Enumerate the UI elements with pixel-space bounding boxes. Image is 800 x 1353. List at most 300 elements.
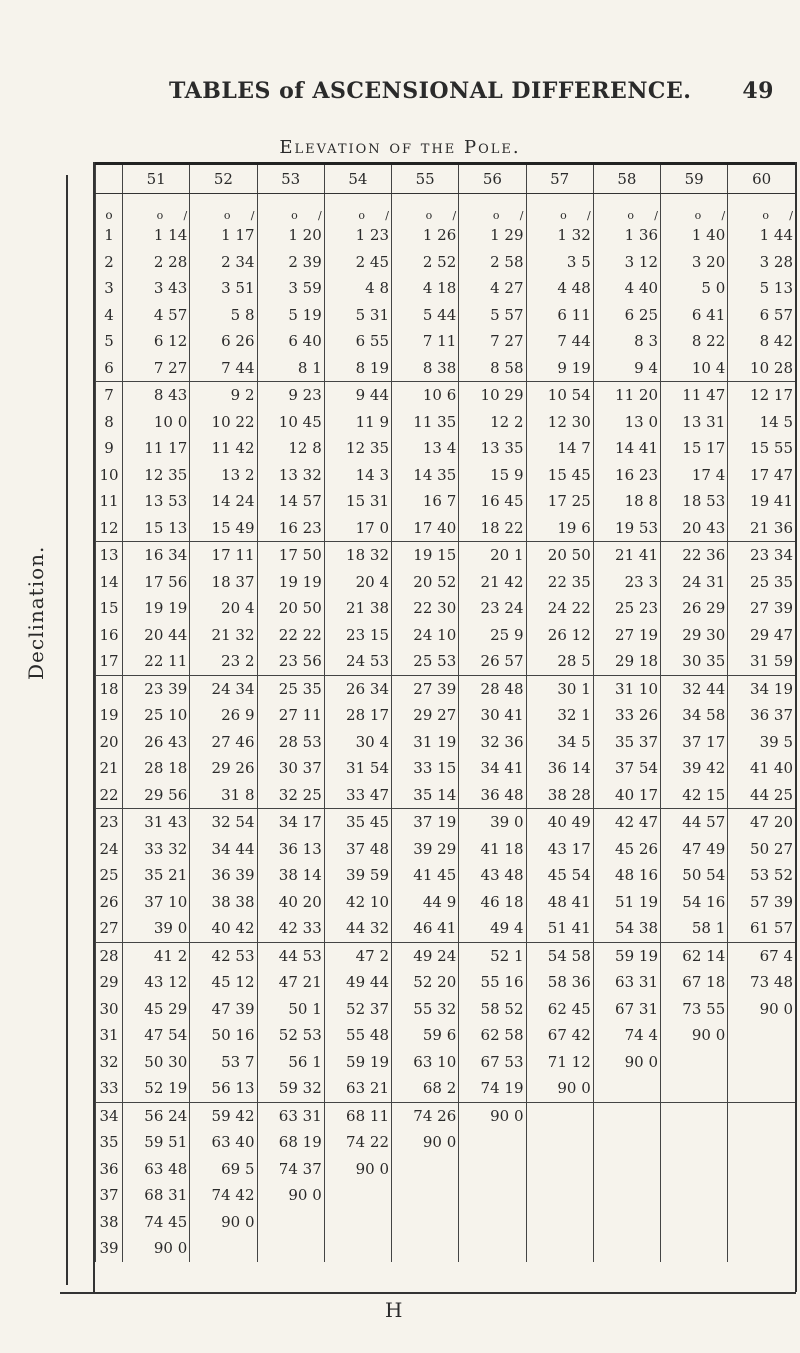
difference-cell: 41 18 <box>459 836 526 863</box>
difference-cell: 46 41 <box>392 915 459 942</box>
declination-cell: 38 <box>96 1209 123 1236</box>
table-row <box>96 488 796 515</box>
difference-cell: 23 3 <box>593 569 660 596</box>
table-row <box>96 648 796 675</box>
difference-cell: 7 27 <box>459 328 526 355</box>
difference-cell <box>593 1129 660 1156</box>
table-row <box>96 942 796 969</box>
difference-cell: 1 23 <box>324 222 391 249</box>
difference-cell: 63 31 <box>593 969 660 996</box>
difference-cell: 90 0 <box>190 1209 257 1236</box>
difference-cell <box>661 1102 728 1129</box>
difference-cell: 13 2 <box>190 462 257 489</box>
page-number: 49 <box>742 78 774 104</box>
difference-cell: 10 45 <box>257 409 324 436</box>
difference-cell: 73 55 <box>661 996 728 1023</box>
declination-cell: 31 <box>96 1022 123 1049</box>
difference-cell: 16 23 <box>593 462 660 489</box>
column-header: 56 <box>459 164 526 194</box>
difference-cell: 15 13 <box>123 515 190 542</box>
difference-cell: 3 59 <box>257 275 324 302</box>
table-row <box>96 595 796 622</box>
difference-cell: 63 21 <box>324 1075 391 1102</box>
table-row <box>96 1209 796 1236</box>
declination-cell: 19 <box>96 702 123 729</box>
difference-cell: 49 4 <box>459 915 526 942</box>
column-header: 51 <box>123 164 190 194</box>
declination-cell: 30 <box>96 996 123 1023</box>
difference-cell <box>190 1235 257 1262</box>
difference-cell: 59 42 <box>190 1102 257 1129</box>
difference-cell: 12 17 <box>728 382 795 409</box>
difference-cell: 24 31 <box>661 569 728 596</box>
difference-cell: 47 54 <box>123 1022 190 1049</box>
difference-cell: 58 52 <box>459 996 526 1023</box>
difference-cell: 29 30 <box>661 622 728 649</box>
signature-mark: H <box>385 1298 403 1322</box>
difference-cell: 35 14 <box>392 782 459 809</box>
difference-cell: 13 0 <box>593 409 660 436</box>
declination-cell: 39 <box>96 1235 123 1262</box>
table-row <box>96 1156 796 1183</box>
declination-cell: 9 <box>96 435 123 462</box>
declination-cell: 21 <box>96 755 123 782</box>
difference-cell: 3 5 <box>526 249 593 276</box>
difference-cell: 37 10 <box>123 889 190 916</box>
difference-cell: 45 29 <box>123 996 190 1023</box>
difference-cell: 4 48 <box>526 275 593 302</box>
difference-cell: 17 40 <box>392 515 459 542</box>
difference-cell: 74 19 <box>459 1075 526 1102</box>
difference-cell: 13 53 <box>123 488 190 515</box>
difference-cell: 18 37 <box>190 569 257 596</box>
difference-cell: 31 10 <box>593 675 660 702</box>
table-row <box>96 675 796 702</box>
difference-cell: 21 32 <box>190 622 257 649</box>
unit-minute-mark: / <box>654 209 658 222</box>
difference-cell: 42 15 <box>661 782 728 809</box>
difference-cell: 44 9 <box>392 889 459 916</box>
unit-degree-mark: o <box>291 209 298 222</box>
difference-cell: 10 4 <box>661 355 728 382</box>
difference-cell <box>728 1156 795 1183</box>
difference-cell: 6 12 <box>123 328 190 355</box>
difference-cell <box>392 1156 459 1183</box>
difference-cell: 26 43 <box>123 729 190 756</box>
difference-cell: 31 54 <box>324 755 391 782</box>
table-row <box>96 755 796 782</box>
difference-cell: 20 1 <box>459 542 526 569</box>
difference-cell: 14 7 <box>526 435 593 462</box>
difference-cell: 69 5 <box>190 1156 257 1183</box>
unit-degree-mark: o <box>694 209 702 222</box>
difference-cell: 49 24 <box>392 942 459 969</box>
difference-cell: 15 45 <box>526 462 593 489</box>
difference-cell: 15 31 <box>324 488 391 515</box>
difference-cell: 90 0 <box>123 1235 190 1262</box>
difference-cell: 23 34 <box>728 542 795 569</box>
difference-cell: 59 19 <box>324 1049 391 1076</box>
difference-cell: 39 5 <box>728 729 795 756</box>
table-row <box>96 222 796 249</box>
difference-cell: 68 31 <box>123 1182 190 1209</box>
difference-cell: 31 59 <box>728 648 795 675</box>
difference-cell <box>392 1209 459 1236</box>
difference-cell: 59 32 <box>257 1075 324 1102</box>
table-row <box>96 809 796 836</box>
difference-cell: 39 59 <box>324 862 391 889</box>
table-row <box>96 915 796 942</box>
declination-cell: 14 <box>96 569 123 596</box>
difference-cell: 45 54 <box>526 862 593 889</box>
difference-cell: 51 41 <box>526 915 593 942</box>
difference-cell <box>593 1156 660 1183</box>
difference-cell: 44 32 <box>324 915 391 942</box>
table-row <box>96 355 796 382</box>
table-row <box>96 249 796 276</box>
difference-cell: 39 0 <box>459 809 526 836</box>
column-header: 52 <box>190 164 257 194</box>
difference-cell: 47 21 <box>257 969 324 996</box>
column-header: 57 <box>526 164 593 194</box>
table-row <box>96 435 796 462</box>
difference-cell: 6 26 <box>190 328 257 355</box>
unit-minute-mark: / <box>385 209 389 222</box>
difference-cell <box>661 1129 728 1156</box>
difference-cell: 14 3 <box>324 462 391 489</box>
difference-cell <box>526 1182 593 1209</box>
table-row <box>96 1182 796 1209</box>
difference-cell: 43 48 <box>459 862 526 889</box>
column-header: 55 <box>392 164 459 194</box>
difference-cell: 24 22 <box>526 595 593 622</box>
difference-cell: 35 45 <box>324 809 391 836</box>
difference-cell <box>728 1182 795 1209</box>
unit-cell <box>392 194 459 223</box>
difference-cell: 74 4 <box>593 1022 660 1049</box>
difference-cell: 6 11 <box>526 302 593 329</box>
column-header: 58 <box>593 164 660 194</box>
declination-cell: 2 <box>96 249 123 276</box>
difference-cell: 74 22 <box>324 1129 391 1156</box>
table-row <box>96 622 796 649</box>
difference-cell: 26 29 <box>661 595 728 622</box>
difference-cell: 73 48 <box>728 969 795 996</box>
difference-cell: 2 39 <box>257 249 324 276</box>
difference-cell: 33 26 <box>593 702 660 729</box>
difference-cell: 28 5 <box>526 648 593 675</box>
difference-cell: 15 9 <box>459 462 526 489</box>
difference-cell: 35 21 <box>123 862 190 889</box>
declination-cell: 12 <box>96 515 123 542</box>
declination-label: Declination. <box>24 545 48 680</box>
table-row <box>96 569 796 596</box>
difference-cell: 5 44 <box>392 302 459 329</box>
difference-cell: 5 31 <box>324 302 391 329</box>
difference-cell: 26 34 <box>324 675 391 702</box>
difference-cell <box>324 1235 391 1262</box>
difference-cell: 36 39 <box>190 862 257 889</box>
difference-cell: 16 45 <box>459 488 526 515</box>
difference-cell: 49 44 <box>324 969 391 996</box>
difference-cell <box>257 1235 324 1262</box>
declination-cell: 34 <box>96 1102 123 1129</box>
difference-cell: 19 19 <box>257 569 324 596</box>
table-row <box>96 969 796 996</box>
table-row <box>96 409 796 436</box>
difference-cell: 18 22 <box>459 515 526 542</box>
declination-cell: 16 <box>96 622 123 649</box>
declination-cell: 10 <box>96 462 123 489</box>
table-row <box>96 836 796 863</box>
difference-cell: 22 11 <box>123 648 190 675</box>
unit-cell <box>728 194 795 223</box>
difference-cell: 35 37 <box>593 729 660 756</box>
difference-cell: 21 42 <box>459 569 526 596</box>
table-body <box>96 194 796 1262</box>
difference-cell: 50 30 <box>123 1049 190 1076</box>
difference-cell: 3 43 <box>123 275 190 302</box>
table-header-row <box>96 164 796 194</box>
difference-cell: 33 15 <box>392 755 459 782</box>
declination-cell: 24 <box>96 836 123 863</box>
unit-minute-mark: / <box>789 209 793 222</box>
difference-cell: 8 1 <box>257 355 324 382</box>
difference-cell <box>593 1209 660 1236</box>
difference-cell: 19 6 <box>526 515 593 542</box>
difference-cell: 74 42 <box>190 1182 257 1209</box>
unit-degree-mark: o <box>560 209 567 222</box>
difference-cell: 7 44 <box>526 328 593 355</box>
difference-cell: 23 2 <box>190 648 257 675</box>
difference-cell: 3 20 <box>661 249 728 276</box>
difference-cell <box>728 1022 795 1049</box>
difference-cell: 62 58 <box>459 1022 526 1049</box>
difference-cell: 18 53 <box>661 488 728 515</box>
difference-cell <box>459 1209 526 1236</box>
difference-cell: 52 53 <box>257 1022 324 1049</box>
table-row <box>96 1102 796 1129</box>
difference-cell: 63 40 <box>190 1129 257 1156</box>
difference-cell: 47 2 <box>324 942 391 969</box>
difference-cell: 26 57 <box>459 648 526 675</box>
declination-cell: 3 <box>96 275 123 302</box>
difference-cell: 11 20 <box>593 382 660 409</box>
difference-cell: 4 57 <box>123 302 190 329</box>
difference-cell: 27 46 <box>190 729 257 756</box>
difference-cell: 16 23 <box>257 515 324 542</box>
difference-cell: 2 28 <box>123 249 190 276</box>
difference-cell: 31 43 <box>123 809 190 836</box>
difference-cell: 24 34 <box>190 675 257 702</box>
declination-cell: 37 <box>96 1182 123 1209</box>
declination-cell: 35 <box>96 1129 123 1156</box>
table-row <box>96 729 796 756</box>
unit-degree-mark: o <box>492 209 500 222</box>
difference-cell: 12 30 <box>526 409 593 436</box>
table-row <box>96 996 796 1023</box>
unit-cell <box>526 194 593 223</box>
difference-cell: 40 42 <box>190 915 257 942</box>
table-row <box>96 1129 796 1156</box>
difference-cell: 38 38 <box>190 889 257 916</box>
difference-cell: 3 51 <box>190 275 257 302</box>
difference-cell: 20 44 <box>123 622 190 649</box>
column-header: 54 <box>324 164 391 194</box>
difference-cell: 22 22 <box>257 622 324 649</box>
unit-minute-mark: / <box>519 209 524 222</box>
difference-cell: 7 44 <box>190 355 257 382</box>
difference-cell: 54 16 <box>661 889 728 916</box>
difference-cell: 14 41 <box>593 435 660 462</box>
table-row <box>96 515 796 542</box>
difference-cell: 12 8 <box>257 435 324 462</box>
difference-cell: 59 51 <box>123 1129 190 1156</box>
difference-cell: 55 32 <box>392 996 459 1023</box>
declination-cell: 32 <box>96 1049 123 1076</box>
difference-cell <box>661 1235 728 1262</box>
difference-cell: 55 48 <box>324 1022 391 1049</box>
difference-cell: 52 37 <box>324 996 391 1023</box>
difference-cell: 17 4 <box>661 462 728 489</box>
difference-cell: 1 29 <box>459 222 526 249</box>
difference-cell: 30 1 <box>526 675 593 702</box>
difference-cell: 68 19 <box>257 1129 324 1156</box>
difference-cell: 25 35 <box>257 675 324 702</box>
difference-cell: 5 13 <box>728 275 795 302</box>
difference-cell: 21 38 <box>324 595 391 622</box>
difference-cell: 15 17 <box>661 435 728 462</box>
difference-cell: 62 45 <box>526 996 593 1023</box>
difference-cell <box>593 1235 660 1262</box>
difference-cell <box>459 1156 526 1183</box>
difference-cell: 20 4 <box>324 569 391 596</box>
difference-cell: 36 37 <box>728 702 795 729</box>
difference-cell: 12 2 <box>459 409 526 436</box>
difference-cell: 4 8 <box>324 275 391 302</box>
difference-cell <box>728 1235 795 1262</box>
difference-cell: 40 20 <box>257 889 324 916</box>
difference-cell <box>661 1209 728 1236</box>
unit-degree-mark: o <box>223 209 231 222</box>
difference-cell: 59 19 <box>593 942 660 969</box>
difference-cell: 15 49 <box>190 515 257 542</box>
difference-cell <box>526 1102 593 1129</box>
difference-cell <box>593 1182 660 1209</box>
difference-cell: 9 2 <box>190 382 257 409</box>
difference-cell: 67 42 <box>526 1022 593 1049</box>
difference-cell: 27 19 <box>593 622 660 649</box>
difference-cell: 20 43 <box>661 515 728 542</box>
difference-cell: 2 58 <box>459 249 526 276</box>
column-header: 60 <box>728 164 795 194</box>
difference-cell: 10 22 <box>190 409 257 436</box>
difference-cell: 58 36 <box>526 969 593 996</box>
difference-cell: 34 41 <box>459 755 526 782</box>
difference-cell: 41 40 <box>728 755 795 782</box>
difference-cell: 13 31 <box>661 409 728 436</box>
table-row <box>96 275 796 302</box>
unit-minute-mark: / <box>318 209 322 222</box>
ascensional-difference-table-wrap <box>93 162 797 1292</box>
difference-cell: 74 26 <box>392 1102 459 1129</box>
difference-cell: 14 35 <box>392 462 459 489</box>
difference-cell: 8 58 <box>459 355 526 382</box>
difference-cell: 27 39 <box>392 675 459 702</box>
difference-cell: 3 12 <box>593 249 660 276</box>
unit-minute-mark: / <box>452 209 457 222</box>
difference-cell: 19 19 <box>123 595 190 622</box>
difference-cell: 45 26 <box>593 836 660 863</box>
difference-cell: 8 43 <box>123 382 190 409</box>
difference-cell: 19 41 <box>728 488 795 515</box>
declination-cell: 6 <box>96 355 123 382</box>
difference-cell: 1 44 <box>728 222 795 249</box>
difference-cell: 17 47 <box>728 462 795 489</box>
difference-cell: 9 19 <box>526 355 593 382</box>
unit-cell <box>324 194 391 223</box>
difference-cell: 55 16 <box>459 969 526 996</box>
difference-cell: 47 39 <box>190 996 257 1023</box>
unit-cell <box>593 194 660 223</box>
difference-cell <box>728 1209 795 1236</box>
table-row <box>96 302 796 329</box>
table-row <box>96 1022 796 1049</box>
difference-cell: 56 24 <box>123 1102 190 1129</box>
difference-cell: 30 35 <box>661 648 728 675</box>
unit-minute-mark: / <box>183 209 188 222</box>
difference-cell: 20 50 <box>257 595 324 622</box>
difference-cell: 90 0 <box>661 1022 728 1049</box>
difference-cell: 21 41 <box>593 542 660 569</box>
difference-cell: 11 42 <box>190 435 257 462</box>
difference-cell: 52 1 <box>459 942 526 969</box>
difference-cell: 50 54 <box>661 862 728 889</box>
difference-cell: 36 48 <box>459 782 526 809</box>
table-row <box>96 328 796 355</box>
difference-cell: 25 9 <box>459 622 526 649</box>
difference-cell: 31 8 <box>190 782 257 809</box>
difference-cell: 90 0 <box>593 1049 660 1076</box>
difference-cell <box>526 1129 593 1156</box>
difference-cell: 53 7 <box>190 1049 257 1076</box>
declination-cell: 13 <box>96 542 123 569</box>
difference-cell: 6 55 <box>324 328 391 355</box>
difference-cell: 37 54 <box>593 755 660 782</box>
difference-cell: 52 20 <box>392 969 459 996</box>
difference-cell: 28 17 <box>324 702 391 729</box>
difference-cell: 67 4 <box>728 942 795 969</box>
difference-cell: 8 3 <box>593 328 660 355</box>
difference-cell: 4 27 <box>459 275 526 302</box>
column-header: 53 <box>257 164 324 194</box>
difference-cell: 34 19 <box>728 675 795 702</box>
difference-cell: 14 24 <box>190 488 257 515</box>
difference-cell: 51 19 <box>593 889 660 916</box>
difference-cell: 23 39 <box>123 675 190 702</box>
difference-cell: 90 0 <box>459 1102 526 1129</box>
difference-cell: 34 5 <box>526 729 593 756</box>
difference-cell <box>661 1049 728 1076</box>
difference-cell: 37 17 <box>661 729 728 756</box>
difference-cell: 4 18 <box>392 275 459 302</box>
difference-cell: 42 53 <box>190 942 257 969</box>
difference-cell: 42 47 <box>593 809 660 836</box>
difference-cell: 67 18 <box>661 969 728 996</box>
difference-cell: 11 9 <box>324 409 391 436</box>
difference-cell: 22 30 <box>392 595 459 622</box>
difference-cell: 27 39 <box>728 595 795 622</box>
